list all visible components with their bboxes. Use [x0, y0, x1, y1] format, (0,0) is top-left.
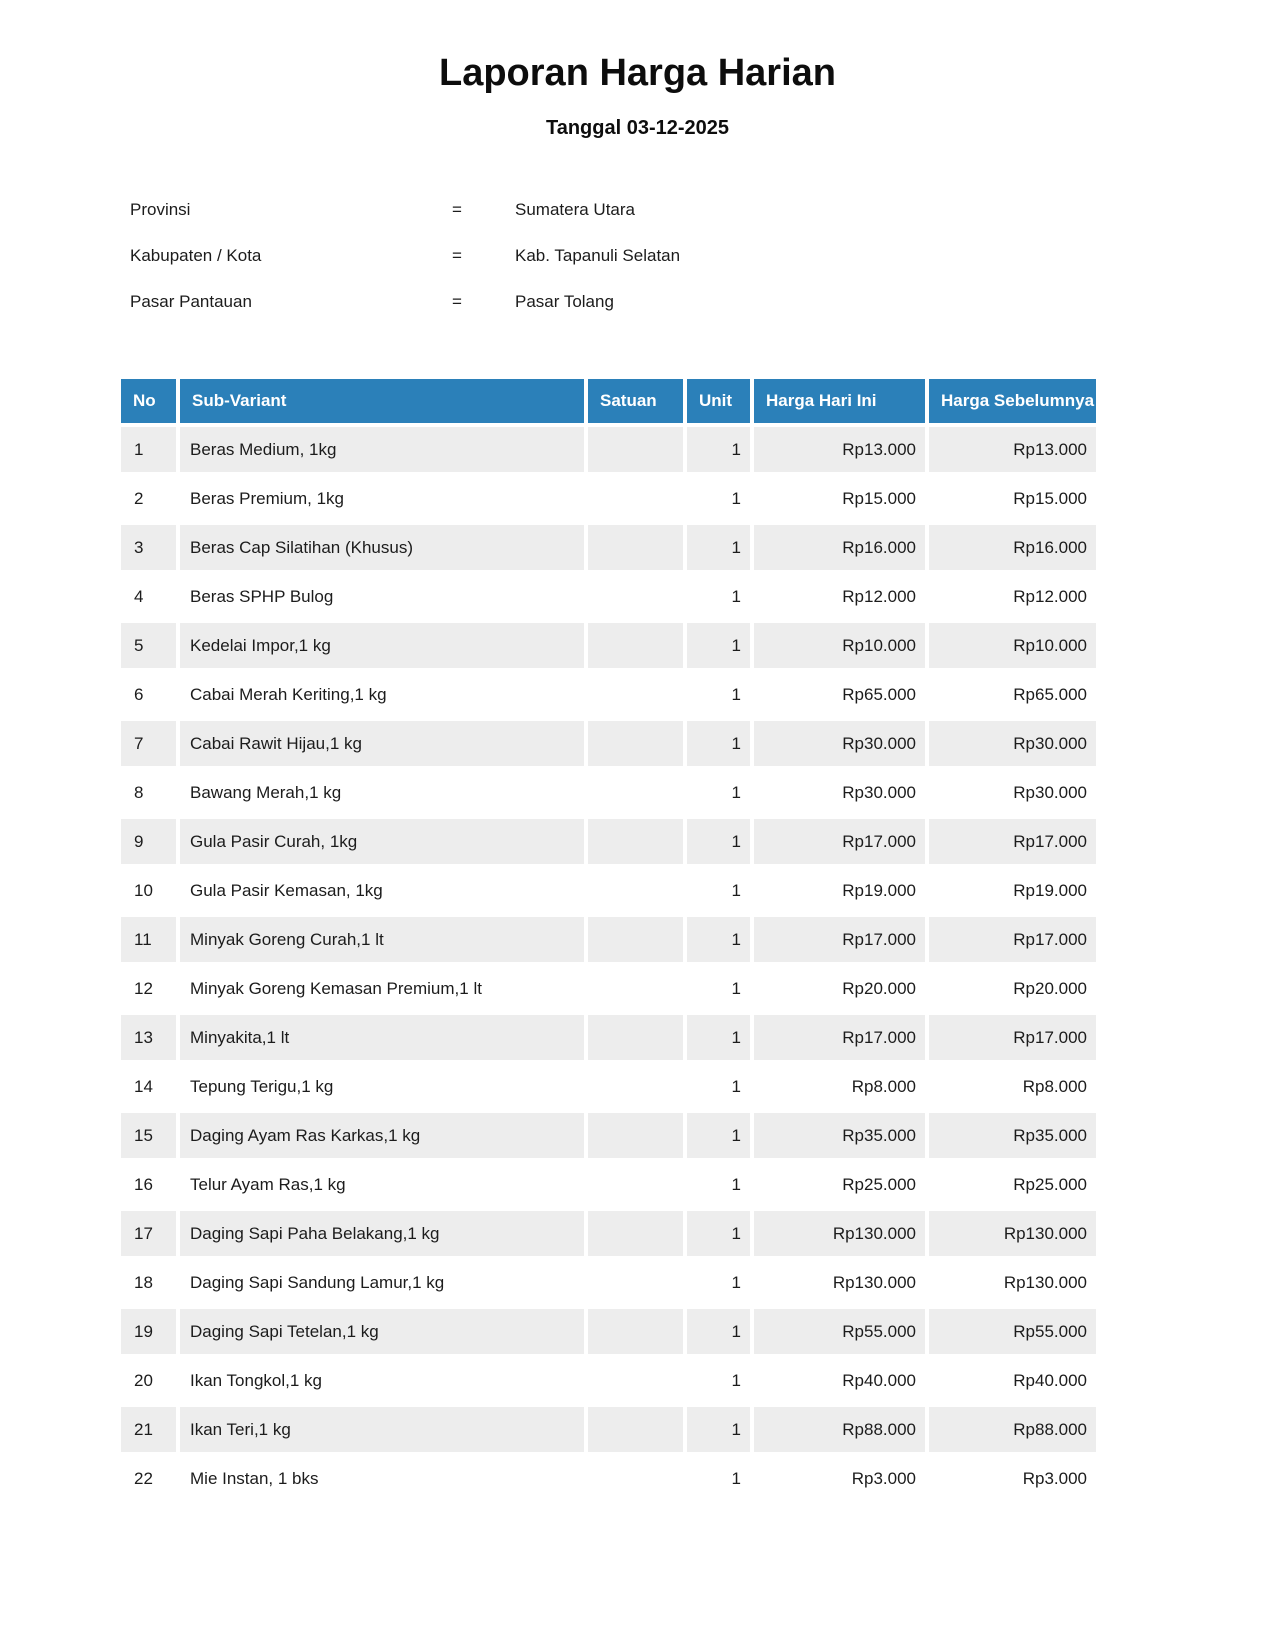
meta-row-provinsi — [130, 200, 680, 220]
table-row — [121, 1162, 1096, 1207]
cell-unit: 1 — [687, 427, 750, 472]
cell-sub-variant: Kedelai Impor,1 kg — [180, 623, 584, 668]
cell-satuan — [588, 427, 683, 472]
price-table — [117, 375, 1100, 1505]
table-row — [121, 1358, 1096, 1403]
cell-no: 10 — [134, 880, 153, 900]
cell-harga-sebelumnya: Rp19.000 — [1013, 880, 1087, 900]
cell-harga-hari-ini: Rp10.000 — [754, 623, 925, 668]
cell-harga-sebelumnya: Rp40.000 — [1013, 1370, 1087, 1390]
cell-sub-variant: Minyak Goreng Curah,1 lt — [180, 917, 584, 962]
cell-no: 14 — [134, 1076, 153, 1096]
cell-harga-sebelumnya: Rp65.000 — [1013, 684, 1087, 704]
cell-sub-variant: Cabai Merah Keriting,1 kg — [190, 684, 387, 704]
table-row — [121, 917, 1096, 962]
cell-harga-hari-ini: Rp17.000 — [754, 1015, 925, 1060]
cell-harga-sebelumnya: Rp16.000 — [929, 525, 1096, 570]
cell-unit: 1 — [731, 1076, 741, 1096]
cell-satuan — [588, 672, 683, 717]
cell-harga-hari-ini: Rp130.000 — [754, 1211, 925, 1256]
cell-no: 11 — [121, 917, 176, 962]
cell-unit: 1 — [687, 819, 750, 864]
table-row — [121, 1407, 1096, 1452]
cell-harga-sebelumnya: Rp55.000 — [929, 1309, 1096, 1354]
column-header-no: No — [121, 379, 176, 423]
cell-sub-variant: Telur Ayam Ras,1 kg — [190, 1174, 346, 1194]
table-row — [121, 1260, 1096, 1305]
cell-sub-variant: Beras Cap Silatihan (Khusus) — [180, 525, 584, 570]
cell-unit: 1 — [731, 586, 741, 606]
column-header-unit: Unit — [687, 379, 750, 423]
cell-harga-hari-ini: Rp25.000 — [842, 1174, 916, 1194]
cell-harga-hari-ini: Rp55.000 — [754, 1309, 925, 1354]
cell-satuan — [588, 525, 683, 570]
cell-harga-hari-ini: Rp13.000 — [754, 427, 925, 472]
cell-unit: 1 — [731, 978, 741, 998]
cell-harga-hari-ini: Rp88.000 — [754, 1407, 925, 1452]
table-row — [121, 525, 1096, 570]
cell-sub-variant: Minyak Goreng Kemasan Premium,1 lt — [190, 978, 482, 998]
cell-no: 13 — [121, 1015, 176, 1060]
cell-sub-variant: Daging Sapi Tetelan,1 kg — [180, 1309, 584, 1354]
cell-no: 1 — [121, 427, 176, 472]
table-row — [121, 770, 1096, 815]
cell-harga-hari-ini: Rp40.000 — [842, 1370, 916, 1390]
cell-satuan — [588, 770, 683, 815]
column-header-harga-sebelumnya: Harga Sebelumnya — [929, 379, 1096, 423]
column-header-satuan: Satuan — [588, 379, 683, 423]
cell-harga-hari-ini: Rp65.000 — [842, 684, 916, 704]
cell-sub-variant: Beras SPHP Bulog — [190, 586, 334, 606]
cell-harga-sebelumnya: Rp130.000 — [1003, 1272, 1087, 1292]
cell-no: 16 — [134, 1174, 153, 1194]
cell-satuan — [588, 1064, 683, 1109]
meta-label: Provinsi — [130, 200, 191, 219]
cell-harga-sebelumnya: Rp25.000 — [1013, 1174, 1087, 1194]
cell-sub-variant: Daging Ayam Ras Karkas,1 kg — [180, 1113, 584, 1158]
cell-harga-sebelumnya: Rp35.000 — [929, 1113, 1096, 1158]
table-row — [121, 1309, 1096, 1354]
cell-harga-sebelumnya: Rp30.000 — [1013, 782, 1087, 802]
cell-unit: 1 — [731, 684, 741, 704]
cell-sub-variant: Mie Instan, 1 bks — [190, 1468, 319, 1488]
cell-sub-variant: Cabai Rawit Hijau,1 kg — [180, 721, 584, 766]
cell-sub-variant: Gula Pasir Kemasan, 1kg — [190, 880, 383, 900]
cell-harga-hari-ini: Rp30.000 — [754, 721, 925, 766]
cell-harga-sebelumnya: Rp130.000 — [929, 1211, 1096, 1256]
cell-harga-sebelumnya: Rp12.000 — [1013, 586, 1087, 606]
cell-harga-hari-ini: Rp17.000 — [754, 917, 925, 962]
cell-harga-sebelumnya: Rp88.000 — [929, 1407, 1096, 1452]
cell-satuan — [588, 476, 683, 521]
cell-harga-hari-ini: Rp8.000 — [851, 1076, 916, 1096]
cell-harga-hari-ini: Rp130.000 — [832, 1272, 916, 1292]
cell-harga-hari-ini: Rp20.000 — [842, 978, 916, 998]
table-row — [121, 1113, 1096, 1158]
cell-unit: 1 — [687, 623, 750, 668]
cell-unit: 1 — [731, 1370, 741, 1390]
cell-unit: 1 — [687, 1113, 750, 1158]
report-meta — [130, 200, 680, 338]
cell-harga-hari-ini: Rp19.000 — [842, 880, 916, 900]
cell-no: 2 — [134, 488, 144, 508]
cell-sub-variant: Daging Sapi Sandung Lamur,1 kg — [190, 1272, 445, 1292]
cell-no: 19 — [121, 1309, 176, 1354]
cell-satuan — [588, 819, 683, 864]
table-row — [121, 672, 1096, 717]
cell-sub-variant: Tepung Terigu,1 kg — [190, 1076, 334, 1096]
cell-unit: 1 — [687, 1407, 750, 1452]
cell-satuan — [588, 574, 683, 619]
table-row — [121, 966, 1096, 1011]
cell-sub-variant: Ikan Tongkol,1 kg — [190, 1370, 322, 1390]
cell-no: 22 — [134, 1468, 153, 1488]
table-header-row — [121, 379, 1096, 423]
cell-satuan — [588, 917, 683, 962]
cell-no: 18 — [134, 1272, 153, 1292]
meta-value: Sumatera Utara — [515, 200, 635, 219]
meta-label: Pasar Pantauan — [130, 292, 252, 311]
cell-sub-variant: Beras Premium, 1kg — [190, 488, 344, 508]
table-body — [121, 427, 1096, 1501]
cell-harga-sebelumnya: Rp20.000 — [1013, 978, 1087, 998]
cell-unit: 1 — [731, 782, 741, 802]
cell-satuan — [588, 1211, 683, 1256]
table-row — [121, 623, 1096, 668]
page-subtitle: Tanggal 03-12-2025 — [545, 117, 730, 139]
cell-unit: 1 — [731, 1272, 741, 1292]
cell-harga-hari-ini: Rp3.000 — [851, 1468, 916, 1488]
cell-satuan — [588, 623, 683, 668]
cell-harga-sebelumnya: Rp15.000 — [1013, 488, 1087, 508]
cell-unit: 1 — [731, 488, 741, 508]
table-row — [121, 868, 1096, 913]
cell-unit: 1 — [687, 525, 750, 570]
cell-no: 4 — [134, 586, 144, 606]
cell-satuan — [588, 868, 683, 913]
page-title: Laporan Harga Harian — [439, 52, 836, 94]
cell-harga-sebelumnya: Rp17.000 — [929, 819, 1096, 864]
meta-row-kabupaten — [130, 246, 680, 266]
cell-satuan — [588, 1456, 683, 1501]
cell-harga-sebelumnya: Rp3.000 — [1022, 1468, 1087, 1488]
table-row — [121, 427, 1096, 472]
cell-sub-variant: Bawang Merah,1 kg — [190, 782, 342, 802]
table-row — [121, 574, 1096, 619]
cell-no: 3 — [121, 525, 176, 570]
cell-satuan — [588, 1113, 683, 1158]
cell-no: 7 — [121, 721, 176, 766]
meta-label: Kabupaten / Kota — [130, 246, 262, 265]
meta-row-pasar — [130, 292, 680, 312]
cell-unit: 1 — [731, 1468, 741, 1488]
cell-unit: 1 — [687, 917, 750, 962]
cell-sub-variant: Beras Medium, 1kg — [180, 427, 584, 472]
table-row — [121, 1456, 1096, 1501]
cell-harga-sebelumnya: Rp17.000 — [929, 1015, 1096, 1060]
column-header-harga-hari-ini: Harga Hari Ini — [754, 379, 925, 423]
table-row — [121, 819, 1096, 864]
equals-sign: = — [452, 292, 462, 311]
cell-no: 15 — [121, 1113, 176, 1158]
cell-unit: 1 — [687, 1309, 750, 1354]
cell-harga-hari-ini: Rp35.000 — [754, 1113, 925, 1158]
cell-satuan — [588, 1358, 683, 1403]
cell-no: 8 — [134, 782, 144, 802]
cell-sub-variant: Ikan Teri,1 kg — [180, 1407, 584, 1452]
cell-sub-variant: Gula Pasir Curah, 1kg — [180, 819, 584, 864]
cell-unit: 1 — [687, 1015, 750, 1060]
cell-harga-sebelumnya: Rp30.000 — [929, 721, 1096, 766]
cell-satuan — [588, 1407, 683, 1452]
cell-no: 17 — [121, 1211, 176, 1256]
cell-satuan — [588, 1015, 683, 1060]
meta-value: Pasar Tolang — [515, 292, 614, 311]
cell-satuan — [588, 1162, 683, 1207]
equals-sign: = — [452, 246, 462, 265]
cell-sub-variant: Daging Sapi Paha Belakang,1 kg — [180, 1211, 584, 1256]
cell-harga-sebelumnya: Rp8.000 — [1022, 1076, 1087, 1096]
cell-harga-hari-ini: Rp16.000 — [754, 525, 925, 570]
table-row — [121, 1015, 1096, 1060]
cell-harga-hari-ini: Rp17.000 — [754, 819, 925, 864]
cell-unit: 1 — [687, 721, 750, 766]
cell-harga-sebelumnya: Rp13.000 — [929, 427, 1096, 472]
cell-unit: 1 — [731, 1174, 741, 1194]
meta-value: Kab. Tapanuli Selatan — [515, 246, 681, 265]
cell-harga-hari-ini: Rp12.000 — [842, 586, 916, 606]
cell-unit: 1 — [731, 880, 741, 900]
cell-unit: 1 — [687, 1211, 750, 1256]
cell-harga-sebelumnya: Rp17.000 — [929, 917, 1096, 962]
cell-harga-sebelumnya: Rp10.000 — [929, 623, 1096, 668]
table-row — [121, 721, 1096, 766]
table-row — [121, 1064, 1096, 1109]
equals-sign: = — [452, 200, 462, 219]
cell-no: 21 — [121, 1407, 176, 1452]
cell-no: 6 — [134, 684, 144, 704]
cell-no: 20 — [134, 1370, 153, 1390]
table-row — [121, 476, 1096, 521]
cell-harga-hari-ini: Rp15.000 — [842, 488, 916, 508]
cell-no: 5 — [121, 623, 176, 668]
cell-satuan — [588, 1260, 683, 1305]
cell-satuan — [588, 721, 683, 766]
cell-sub-variant: Minyakita,1 lt — [180, 1015, 584, 1060]
cell-satuan — [588, 1309, 683, 1354]
cell-no: 12 — [134, 978, 153, 998]
column-header-sub-variant: Sub-Variant — [180, 379, 584, 423]
cell-satuan — [588, 966, 683, 1011]
table-row — [121, 1211, 1096, 1256]
cell-no: 9 — [121, 819, 176, 864]
cell-harga-hari-ini: Rp30.000 — [842, 782, 916, 802]
